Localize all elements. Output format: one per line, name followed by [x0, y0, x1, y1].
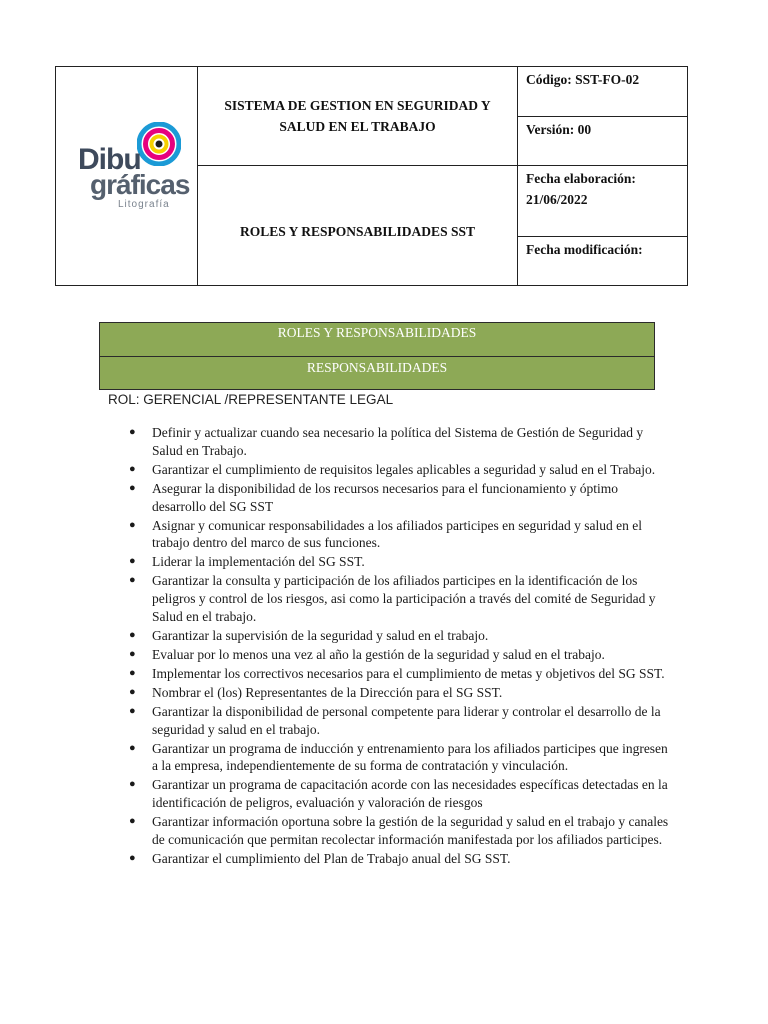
list-item — [129, 572, 672, 625]
document-header-table — [55, 66, 688, 286]
list-item — [129, 813, 672, 849]
list-item-text: Asignar y comunicar responsabilidades a los afiliados participes en seguridad y salud en el trabajo dentro del marco de sus funciones. — [152, 517, 642, 551]
banner-roles-title: ROLES Y RESPONSABILIDADES — [100, 323, 654, 356]
role-label: ROL: GERENCIAL /REPRESENTANTE LEGAL — [108, 392, 394, 407]
bullet-icon: ● — [129, 778, 136, 791]
list-item-text: Garantizar un programa de capacitación acorde con las necesidades específicas detectadas en la identificación de peligros, evaluación y valoración de riesgos — [152, 777, 668, 811]
logo-cell — [56, 67, 198, 285]
logo-text-litografia: Litografía — [118, 199, 170, 210]
bullet-icon: ● — [129, 462, 136, 475]
list-item — [129, 740, 672, 776]
list-item-text: Evaluar por lo menos una vez al año la gestión de la seguridad y salud en el trabajo. — [152, 646, 605, 662]
list-item-text: Garantizar la disponibilidad de personal competente para liderar y controlar el desarrollo de la seguridad y salud en el trabajo. — [152, 703, 661, 737]
list-item-text: Garantizar información oportuna sobre la gestión de la seguridad y salud en el trabajo y canales de comunicación que permitan recolectar información manifestada por los afiliados participes. — [152, 814, 669, 847]
list-item — [129, 627, 672, 645]
bullet-icon: ● — [129, 815, 136, 828]
company-logo — [76, 119, 190, 219]
bullet-icon: ● — [129, 851, 136, 864]
document-title: SISTEMA DE GESTION EN SEGURIDAD Y SALUD EN EL TRABAJO — [198, 67, 518, 166]
bullet-icon: ● — [129, 741, 136, 754]
document-code: Código: SST-FO-02 — [518, 67, 687, 117]
document-subtitle: ROLES Y RESPONSABILIDADES SST — [198, 166, 518, 285]
logo-text-graficas: gráficas — [90, 169, 190, 200]
list-item-text: Asegurar la disponibilidad de los recursos necesarios para el funcionamiento y óptimo desarrollo del SG SST — [152, 480, 618, 514]
bullet-icon: ● — [129, 426, 136, 438]
bullet-icon: ● — [129, 666, 136, 679]
document-created — [518, 166, 687, 237]
responsibilities-list — [129, 424, 672, 869]
list-item — [129, 517, 672, 553]
list-item — [129, 553, 672, 571]
document-version: Versión: 00 — [518, 117, 687, 166]
bullet-icon: ● — [129, 628, 136, 641]
list-item-text: Garantizar la consulta y participación de los afiliados participes en la identificación de los peligros y control de los riesgos, asi como la participación a través del comité de Seguridad y Salud en el trabajo. — [152, 573, 656, 624]
list-item — [129, 684, 672, 702]
bullet-icon: ● — [129, 647, 136, 660]
list-item-text: Garantizar el cumplimiento del Plan de Trabajo anual del SG SST. — [152, 850, 511, 866]
list-item — [129, 461, 672, 479]
list-item — [129, 424, 672, 460]
list-item — [129, 850, 672, 868]
list-item-text: Liderar la implementación del SG SST. — [152, 554, 365, 570]
list-item-text: Garantizar la supervisión de la seguridad y salud en el trabajo. — [152, 627, 489, 643]
list-item-text: Definir y actualizar cuando sea necesario la política del Sistema de Gestión de Seguridad y Salud en Trabajo. — [152, 425, 644, 458]
created-label: Fecha elaboración: — [526, 171, 636, 186]
list-item — [129, 703, 672, 739]
list-item — [129, 665, 672, 683]
list-item-text: Nombrar el (los) Representantes de la Dirección para el SG SST. — [152, 684, 503, 700]
section-banner — [99, 322, 655, 390]
list-item — [129, 480, 672, 516]
bullet-icon: ● — [129, 518, 136, 531]
list-item — [129, 776, 672, 812]
bullet-icon: ● — [129, 555, 136, 568]
list-item-text: Implementar los correctivos necesarios para el cumplimiento de metas y objetivos del SG SST. — [152, 665, 665, 681]
bullet-icon: ● — [129, 481, 136, 494]
created-date: 21/06/2022 — [526, 192, 588, 207]
logo-text-dibu: Dibu — [78, 143, 141, 176]
bullet-icon: ● — [129, 685, 136, 698]
document-modified: Fecha modificación: — [526, 242, 643, 257]
banner-responsibilities-title: RESPONSABILIDADES — [100, 356, 654, 389]
bullet-icon: ● — [129, 704, 136, 717]
list-item-text: Garantizar el cumplimiento de requisitos legales aplicables a seguridad y salud en el Trabajo. — [152, 461, 656, 477]
logo-ring-icon — [137, 122, 181, 166]
list-item — [129, 646, 672, 664]
bullet-icon: ● — [129, 574, 136, 587]
list-item-text: Garantizar un programa de inducción y entrenamiento para los afiliados participes que ingresen a la empresa, independientemente de su forma de contratación y vinculación. — [152, 740, 668, 774]
